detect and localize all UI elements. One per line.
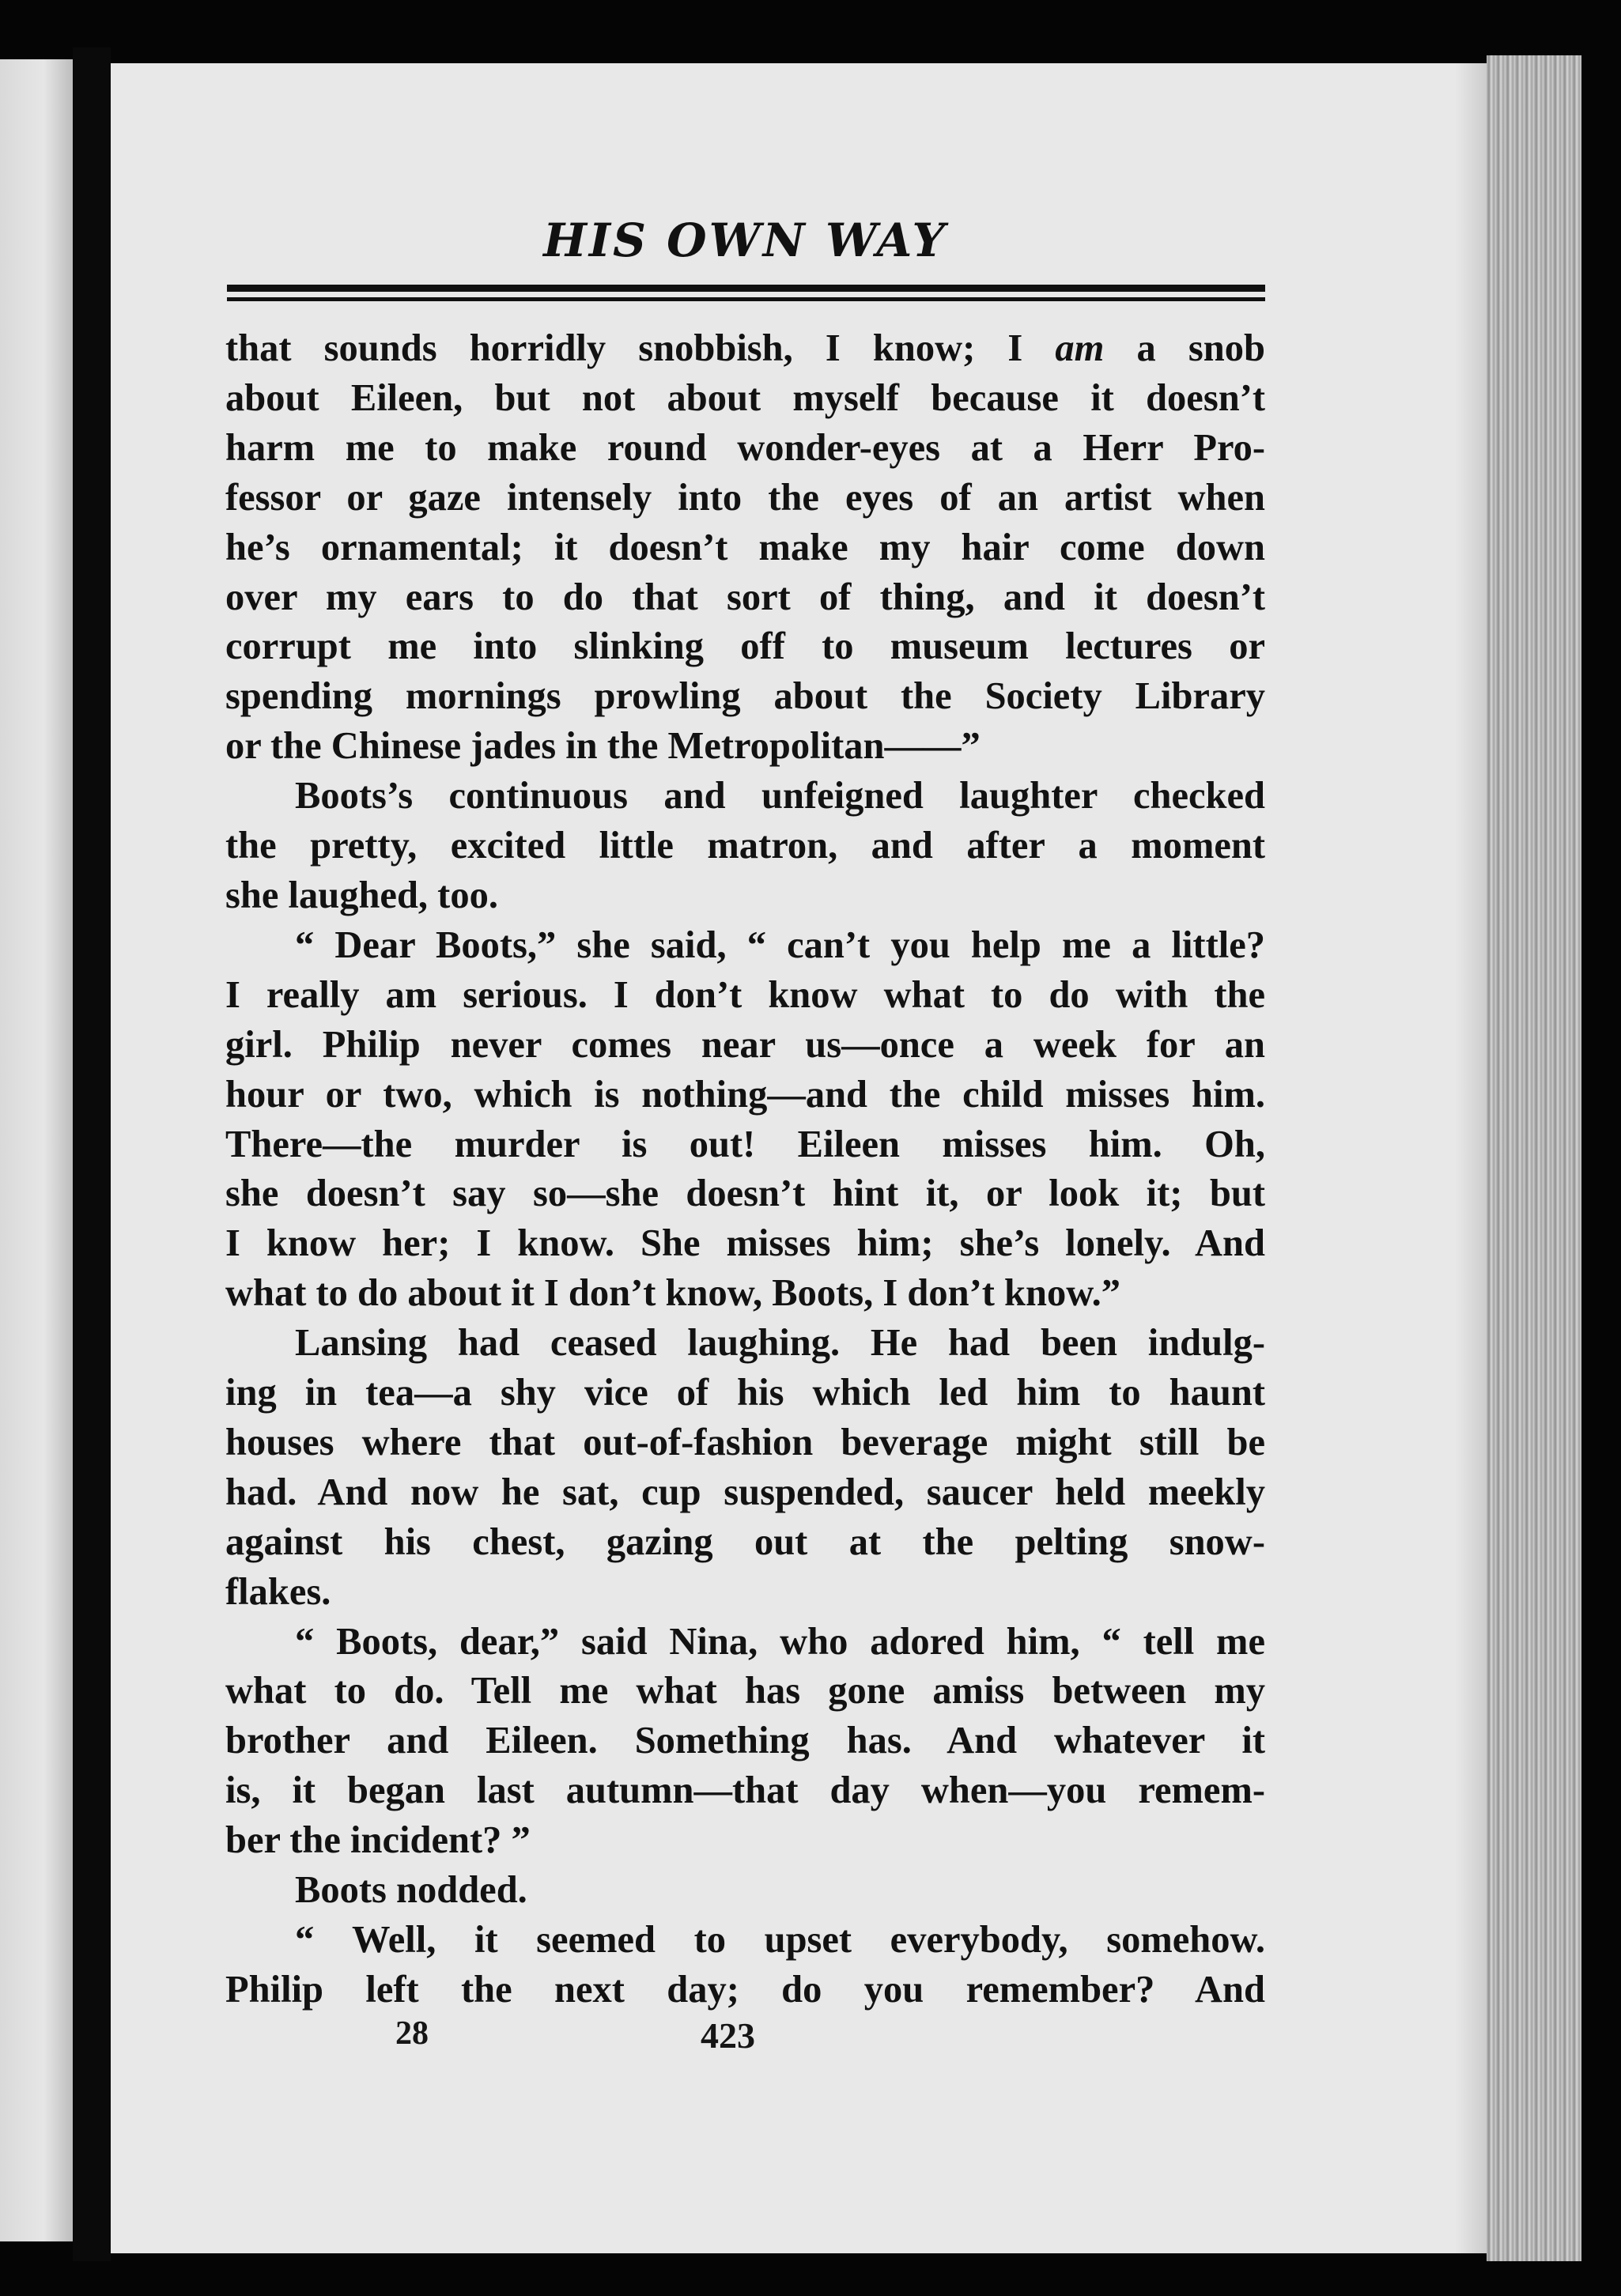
text-line-28: what to do. Tell me what has gone amiss between my (225, 1670, 1265, 1713)
text-line-27: “ Boots, dear,” said Nina, who adored him, “ tell me (295, 1620, 1265, 1663)
text-line-14: I really am serious. I don’t know what to do with the (225, 973, 1265, 1016)
text-line-2: about Eileen, but not about myself because it doesn’t (225, 376, 1265, 419)
stacked-page-edges (1487, 55, 1581, 2261)
text-line-1: that sounds horridly snobbish, I know; I am a snob (225, 327, 1265, 369)
text-line-30: is, it began last autumn—that day when—you remem- (225, 1769, 1265, 1812)
page-number: 423 (701, 2015, 755, 2056)
header-rule-thin (227, 297, 1265, 301)
text-line-7: corrupt me into slinking off to museum lectures or (225, 625, 1265, 668)
running-title: HIS OWN WAY (543, 213, 947, 267)
text-line-23: houses where that out-of-fashion beverage might still be (225, 1421, 1265, 1463)
binding-gutter (73, 47, 111, 2261)
text-line-26: flakes. (225, 1570, 331, 1613)
text-line-10: Boots’s continuous and unfeigned laughter checked (295, 775, 1265, 818)
text-line-12: she laughed, too. (225, 874, 498, 916)
text-line-34: Philip left the next day; do you remember? And (225, 1968, 1265, 2011)
page-body-text (225, 324, 1265, 2015)
text-line-4: fessor or gaze intensely into the eyes of an artist when (225, 476, 1265, 519)
text-line-29: brother and Eileen. Something has. And whatever it (225, 1720, 1265, 1762)
header-rule-thick (227, 285, 1265, 292)
text-line-13: “ Dear Boots,” she said, “ can’t you help me a little? (295, 923, 1265, 966)
text-line-9: or the Chinese jades in the Metropolitan——” (225, 725, 981, 768)
facing-page-edge (0, 59, 73, 2241)
text-line-15: girl. Philip never comes near us—once a week for an (225, 1023, 1265, 1066)
text-line-22: ing in tea—a shy vice of his which led him to haunt (225, 1372, 1265, 1414)
signature-mark: 28 (395, 2015, 429, 2052)
text-line-32: Boots nodded. (295, 1869, 527, 1912)
text-line-18: she doesn’t say so—she doesn’t hint it, or look it; but (225, 1173, 1265, 1215)
text-line-20: what to do about it I don’t know, Boots, I don’t know.” (225, 1272, 1120, 1315)
text-line-17: There—the murder is out! Eileen misses him. Oh, (225, 1123, 1265, 1165)
text-line-6: over my ears to do that sort of thing, and it doesn’t (225, 576, 1265, 618)
text-line-21: Lansing had ceased laughing. He had been indulg- (295, 1322, 1265, 1365)
text-line-25: against his chest, gazing out at the pelting snow- (225, 1520, 1265, 1563)
text-line-3: harm me to make round wonder-eyes at a Herr Pro- (225, 426, 1265, 469)
text-line-19: I know her; I know. She misses him; she’s lonely. And (225, 1222, 1265, 1265)
text-line-11: the pretty, excited little matron, and after a moment (225, 825, 1265, 867)
text-line-5: he’s ornamental; it doesn’t make my hair come down (225, 526, 1265, 568)
text-line-33: “ Well, it seemed to upset everybody, somehow. (295, 1919, 1265, 1961)
text-line-24: had. And now he sat, cup suspended, saucer held meekly (225, 1471, 1265, 1513)
text-line-16: hour or two, which is nothing—and the child misses him. (225, 1073, 1265, 1116)
text-line-8: spending mornings prowling about the Society Library (225, 675, 1265, 718)
text-line-31: ber the incident? ” (225, 1819, 531, 1862)
